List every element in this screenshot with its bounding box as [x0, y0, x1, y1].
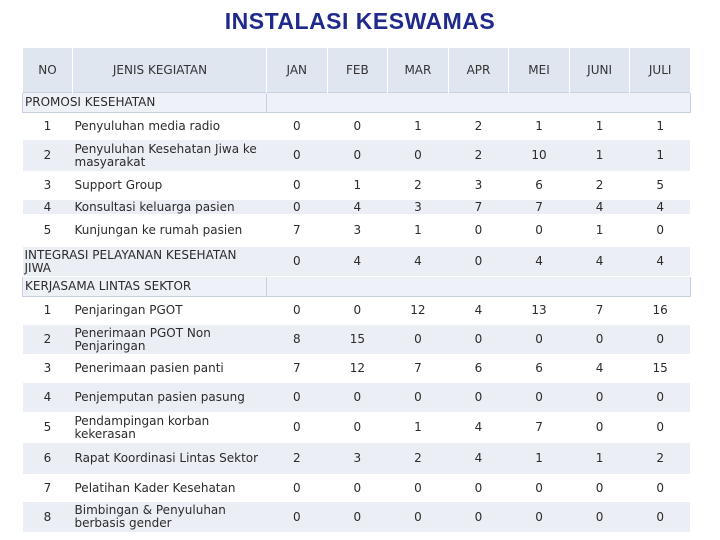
header-month-jan: JAN: [267, 48, 328, 93]
section-label: KERJASAMA LINTAS SEKTOR: [23, 277, 267, 297]
cell-value: 2: [569, 172, 630, 200]
cell-value: 0: [267, 113, 328, 140]
table-row: [23, 383, 691, 413]
table-row: [23, 502, 691, 533]
cell-value: 2: [630, 443, 691, 475]
cell-value: 7: [267, 355, 328, 383]
row-no: 1: [23, 113, 73, 140]
cell-value: 0: [388, 502, 449, 533]
cell-value: 15: [327, 325, 388, 355]
cell-value: 0: [388, 475, 449, 502]
cell-value: 1: [569, 113, 630, 140]
table-row: [23, 297, 691, 325]
cell-value: 1: [569, 215, 630, 247]
header-row: [23, 48, 691, 93]
cell-value: 12: [388, 297, 449, 325]
cell-value: 0: [448, 247, 509, 277]
row-kegiatan: Penerimaan pasien panti: [73, 355, 267, 383]
cell-value: 0: [327, 383, 388, 413]
cell-value: 0: [327, 475, 388, 502]
cell-value: 0: [327, 140, 388, 172]
cell-value: 0: [388, 325, 449, 355]
row-no: 4: [23, 383, 73, 413]
cell-value: 1: [509, 113, 570, 140]
cell-value: 0: [630, 502, 691, 533]
cell-value: 0: [630, 215, 691, 247]
row-no: 2: [23, 140, 73, 172]
cell-value: 1: [569, 140, 630, 172]
cell-value: 0: [327, 413, 388, 443]
cell-value: 3: [448, 172, 509, 200]
cell-value: 4: [448, 413, 509, 443]
header-month-juni: JUNI: [569, 48, 630, 93]
cell-value: 0: [327, 297, 388, 325]
row-kegiatan: Kunjungan ke rumah pasien: [73, 215, 267, 247]
row-kegiatan: Support Group: [73, 172, 267, 200]
cell-value: 2: [267, 443, 328, 475]
cell-value: 0: [509, 383, 570, 413]
cell-value: 0: [569, 502, 630, 533]
cell-value: 0: [448, 502, 509, 533]
table-row: [23, 413, 691, 443]
header-month-juli: JULI: [630, 48, 691, 93]
cell-value: 4: [569, 200, 630, 215]
page-title: INSTALASI KESWAMAS: [224, 8, 496, 34]
cell-value: 4: [630, 200, 691, 215]
cell-value: 6: [509, 355, 570, 383]
table-row: [23, 113, 691, 140]
cell-value: 1: [569, 443, 630, 475]
row-kegiatan: Pendampingan korban kekerasan: [73, 413, 267, 443]
cell-value: 4: [448, 443, 509, 475]
cell-value: 0: [327, 502, 388, 533]
cell-value: 7: [388, 355, 449, 383]
cell-value: 0: [267, 297, 328, 325]
cell-value: 0: [267, 383, 328, 413]
header-month-apr: APR: [448, 48, 509, 93]
header-month-feb: FEB: [327, 48, 388, 93]
cell-value: 13: [509, 297, 570, 325]
cell-value: 0: [448, 325, 509, 355]
cell-value: 4: [448, 297, 509, 325]
cell-value: 4: [327, 200, 388, 215]
cell-value: 2: [388, 443, 449, 475]
cell-value: 5: [630, 172, 691, 200]
cell-value: 4: [509, 247, 570, 277]
row-no: 1: [23, 297, 73, 325]
row-no: 3: [23, 355, 73, 383]
activity-table-container: [22, 48, 690, 533]
row-no: 7: [23, 475, 73, 502]
cell-value: 0: [448, 215, 509, 247]
table-row: [23, 140, 691, 172]
row-no: 5: [23, 413, 73, 443]
cell-value: 0: [267, 200, 328, 215]
cell-value: 0: [388, 140, 449, 172]
cell-value: 1: [388, 113, 449, 140]
cell-value: 3: [388, 200, 449, 215]
cell-value: 4: [630, 247, 691, 277]
cell-value: 1: [388, 215, 449, 247]
table-row-integrasi: [23, 247, 691, 277]
table-row: [23, 215, 691, 247]
cell-value: 7: [569, 297, 630, 325]
cell-value: 6: [448, 355, 509, 383]
cell-value: 12: [327, 355, 388, 383]
cell-value: 0: [267, 172, 328, 200]
cell-value: 0: [267, 140, 328, 172]
cell-value: 2: [448, 113, 509, 140]
cell-value: 0: [509, 325, 570, 355]
row-kegiatan: Penjemputan pasien pasung: [73, 383, 267, 413]
activity-table: [22, 48, 691, 533]
cell-value: 0: [448, 383, 509, 413]
cell-value: 4: [569, 355, 630, 383]
row-no: 4: [23, 200, 73, 215]
cell-value: 7: [448, 200, 509, 215]
cell-value: 0: [630, 325, 691, 355]
table-row: [23, 172, 691, 200]
row-no: 6: [23, 443, 73, 475]
table-row: [23, 200, 691, 215]
cell-value: 15: [630, 355, 691, 383]
cell-value: 1: [630, 140, 691, 172]
section-filler: [267, 277, 691, 297]
row-no: 8: [23, 502, 73, 533]
section-filler: [267, 93, 691, 113]
cell-value: 0: [630, 413, 691, 443]
row-no: 3: [23, 172, 73, 200]
header-kegiatan: JENIS KEGIATAN: [73, 48, 267, 93]
cell-value: 0: [448, 475, 509, 502]
cell-value: 0: [267, 475, 328, 502]
cell-value: 0: [388, 383, 449, 413]
cell-value: 3: [327, 443, 388, 475]
cell-value: 0: [569, 325, 630, 355]
row-no: 2: [23, 325, 73, 355]
header-month-mar: MAR: [388, 48, 449, 93]
table-row: [23, 325, 691, 355]
header-month-mei: MEI: [509, 48, 570, 93]
table-row: [23, 443, 691, 475]
cell-value: 0: [267, 247, 328, 277]
cell-value: 1: [327, 172, 388, 200]
cell-value: 0: [509, 475, 570, 502]
cell-value: 8: [267, 325, 328, 355]
row-no: 5: [23, 215, 73, 247]
section-row-kerjasama: [23, 277, 691, 297]
cell-value: 1: [630, 113, 691, 140]
section-label: PROMOSI KESEHATAN: [23, 93, 267, 113]
cell-value: 0: [569, 383, 630, 413]
cell-value: 1: [388, 413, 449, 443]
cell-value: 0: [267, 413, 328, 443]
cell-value: 0: [569, 475, 630, 502]
row-kegiatan: Pelatihan Kader Kesehatan: [73, 475, 267, 502]
row-kegiatan: Bimbingan & Penyuluhan berbasis gender: [73, 502, 267, 533]
cell-value: 7: [509, 413, 570, 443]
cell-value: 0: [630, 383, 691, 413]
integrasi-label: INTEGRASI PELAYANAN KESEHATAN JIWA: [23, 247, 267, 277]
row-kegiatan: Rapat Koordinasi Lintas Sektor: [73, 443, 267, 475]
header-no: NO: [23, 48, 73, 93]
cell-value: 4: [388, 247, 449, 277]
cell-value: 1: [509, 443, 570, 475]
row-kegiatan: Konsultasi keluarga pasien: [73, 200, 267, 215]
cell-value: 0: [569, 413, 630, 443]
cell-value: 0: [509, 215, 570, 247]
cell-value: 4: [569, 247, 630, 277]
row-kegiatan: Penyuluhan Kesehatan Jiwa ke masyarakat: [73, 140, 267, 172]
cell-value: 0: [630, 475, 691, 502]
cell-value: 2: [448, 140, 509, 172]
section-row-promosi: [23, 93, 691, 113]
row-kegiatan: Penerimaan PGOT Non Penjaringan: [73, 325, 267, 355]
row-kegiatan: Penyuluhan media radio: [73, 113, 267, 140]
cell-value: 0: [327, 113, 388, 140]
cell-value: 7: [267, 215, 328, 247]
cell-value: 16: [630, 297, 691, 325]
cell-value: 0: [267, 502, 328, 533]
cell-value: 10: [509, 140, 570, 172]
cell-value: 0: [509, 502, 570, 533]
row-kegiatan: Penjaringan PGOT: [73, 297, 267, 325]
table-row: [23, 475, 691, 502]
cell-value: 2: [388, 172, 449, 200]
cell-value: 3: [327, 215, 388, 247]
cell-value: 6: [509, 172, 570, 200]
table-row: [23, 355, 691, 383]
cell-value: 7: [509, 200, 570, 215]
cell-value: 4: [327, 247, 388, 277]
